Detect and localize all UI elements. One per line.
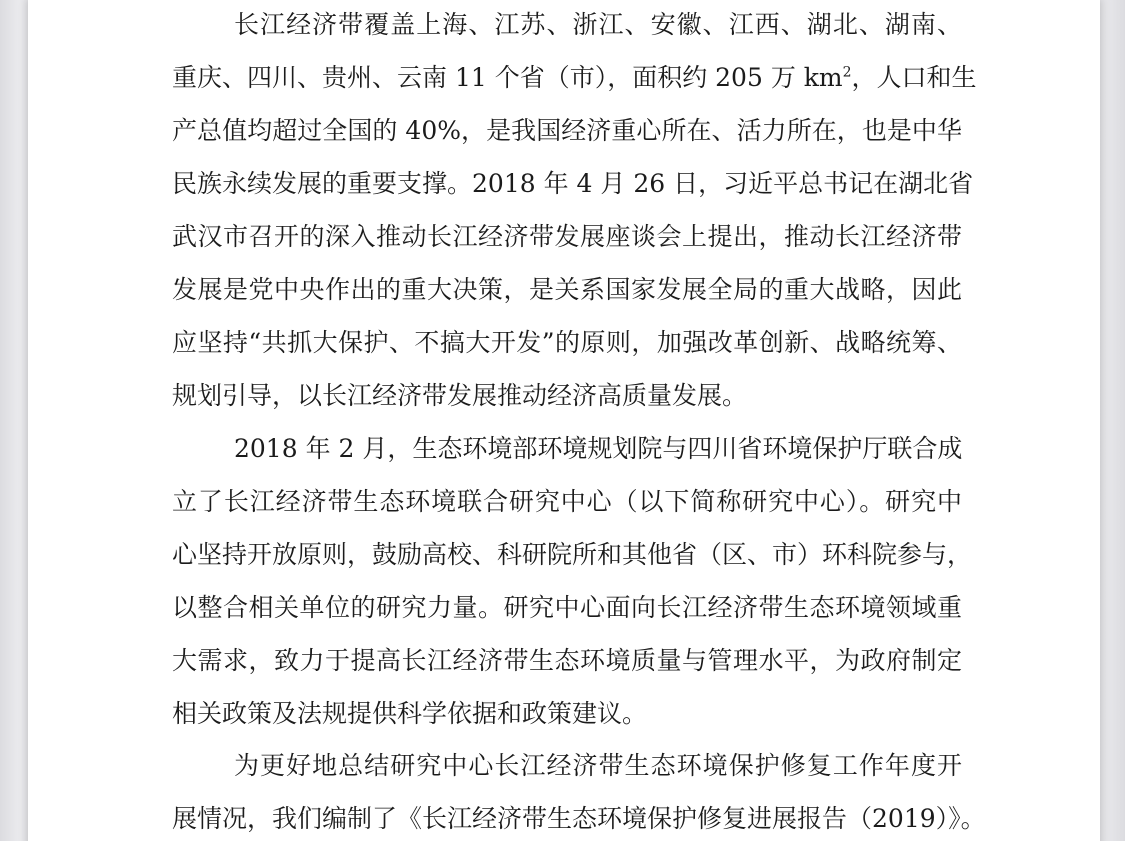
text-line: 民族永续发展的重要支撑。2018 年 4 月 26 日，习近平总书记在湖北省 — [172, 169, 974, 198]
text-line: 立了长江经济带生态环境联合研究中心（以下简称研究中心）。研究中 — [172, 487, 962, 516]
text-line: 为更好地总结研究中心长江经济带生态环境保护修复工作年度开 — [234, 751, 962, 780]
text-line: 应坚持“共抓大保护、不搞大开发”的原则，加强改革创新、战略统筹、 — [172, 328, 962, 357]
text-line: 相关政策及法规提供科学依据和政策建议。 — [172, 699, 648, 728]
paragraph-1 — [172, 0, 977, 422]
text-line: 发展是党中央作出的重大决策，是关系国家发展全局的重大战略，因此 — [172, 275, 962, 304]
text-line-tail: ，人口和生 — [851, 63, 977, 92]
text-line: 武汉市召开的深入推动长江经济带发展座谈会上提出，推动长江经济带 — [172, 222, 962, 251]
superscript-2: 2 — [842, 64, 852, 81]
text-line: 规划引导，以长江经济带发展推动经济高质量发展。 — [172, 381, 748, 410]
text-line: 长江经济带覆盖上海、江苏、浙江、安徽、江西、湖北、湖南、 — [234, 10, 962, 39]
text-line: 2018 年 2 月，生态环境部环境规划院与四川省环境保护厅联合成 — [234, 434, 963, 463]
text-line-body: 重庆、四川、贵州、云南 11 个省（市），面积约 205 万 km — [172, 63, 843, 92]
text-line: 展情况，我们编制了《长江经济带生态环境保护修复进展报告（2019）》。 — [172, 804, 986, 833]
paragraph-3 — [172, 739, 986, 841]
text-line: 心坚持开放原则，鼓励高校、科研院所和其他省（区、市）环科院参与， — [172, 540, 973, 569]
text-line: 大需求，致力于提高长江经济带生态环境质量与管理水平，为政府制定 — [172, 646, 962, 675]
text-line — [172, 51, 977, 104]
document-page — [28, 0, 1100, 841]
text-line: 以整合相关单位的研究力量。研究中心面向长江经济带生态环境领域重 — [172, 593, 962, 622]
text-line: 产总值均超过全国的 40%，是我国经济重心所在、活力所在，也是中华 — [172, 116, 962, 145]
paragraph-2 — [172, 422, 973, 740]
